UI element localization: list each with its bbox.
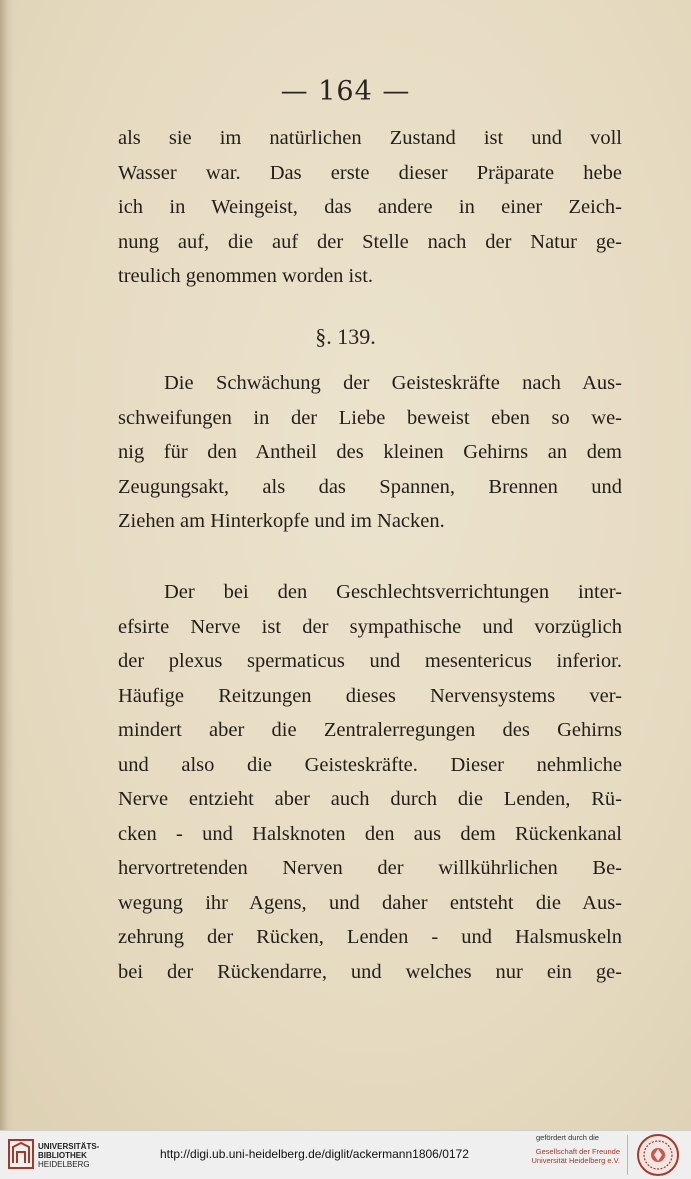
text-line: wegung ihr Agens, und daher entsteht die Aus- — [118, 891, 622, 914]
library-name-city: HEIDELBERG — [38, 1160, 90, 1169]
text-line: mindert aber die Zentralerregungen des Gehirns — [118, 719, 622, 741]
footer-divider — [627, 1135, 628, 1175]
text-line: schweifungen in der Liebe beweist eben so we- — [118, 406, 622, 429]
text-line: Ziehen am Hinterkopfe und im Nacken. — [118, 510, 445, 532]
text-line: bei der Rückendarre, und welches nur ein ge- — [118, 960, 622, 983]
text-line: ich in Weingeist, das andere in einer Zeich- — [118, 196, 622, 218]
text-line: nung auf, die auf der Stelle nach der Natur ge- — [118, 230, 622, 253]
page-number: — 164 — — [280, 76, 411, 107]
sponsor-label: gefördert durch die — [536, 1133, 599, 1142]
text-line: der plexus spermaticus und mesentericus inferior. — [118, 650, 622, 672]
sponsor-name — [528, 1147, 620, 1165]
text-line: Zeugungsakt, als das Spannen, Brennen und — [118, 475, 622, 498]
paragraph-1 — [118, 366, 622, 539]
section-heading: §. 139. — [315, 324, 376, 349]
ub-heidelberg-logo-icon[interactable] — [8, 1139, 34, 1169]
text-line: nig für den Antheil des kleinen Gehirns an dem — [118, 441, 622, 463]
page-binding-edge — [0, 0, 14, 1130]
text-line: efsirte Nerve ist der sympathische und vorzüglich — [118, 615, 622, 638]
text-line: Der bei den Geschlechtsverrichtungen inter- — [164, 581, 622, 603]
text-line: Die Schwächung der Geisteskräfte nach Aus- — [164, 372, 622, 394]
library-name-line: UNIVERSITÄTS- — [38, 1142, 100, 1151]
paragraph-2 — [118, 575, 622, 989]
sponsor-name-line: Gesellschaft der Freunde — [535, 1147, 620, 1156]
text-line: treulich genommen worden ist. — [118, 265, 374, 287]
sponsor-name-line: Universität Heidelberg e.V. — [531, 1156, 620, 1165]
text-line: als sie im natürlichen Zustand ist und voll — [118, 127, 622, 149]
text-line: zehrung der Rücken, Lenden - und Halsmuskeln — [118, 926, 622, 948]
text-line: Häufige Reitzungen dieses Nervensystems ver- — [118, 684, 622, 707]
library-name-line: BIBLIOTHEK — [38, 1151, 87, 1160]
text-line: Wasser war. Das erste dieser Präparate hebe — [118, 161, 622, 184]
text-line: cken - und Halsknoten den aus dem Rückenkanal — [118, 822, 622, 845]
text-line: hervortretenden Nerven der willkührlichen Be- — [118, 857, 622, 879]
digitization-footer — [0, 1130, 691, 1179]
paragraph-continuation — [118, 121, 622, 294]
permalink-url[interactable]: http://digi.ub.uni-heidelberg.de/diglit/ackermann1806/0172 — [160, 1147, 469, 1161]
library-name — [38, 1142, 128, 1169]
text-line: und also die Geisteskräfte. Dieser nehmliche — [118, 753, 622, 776]
text-line: Nerve entzieht aber auch durch die Lenden, Rü- — [118, 788, 622, 810]
university-seal-icon[interactable] — [636, 1133, 680, 1177]
